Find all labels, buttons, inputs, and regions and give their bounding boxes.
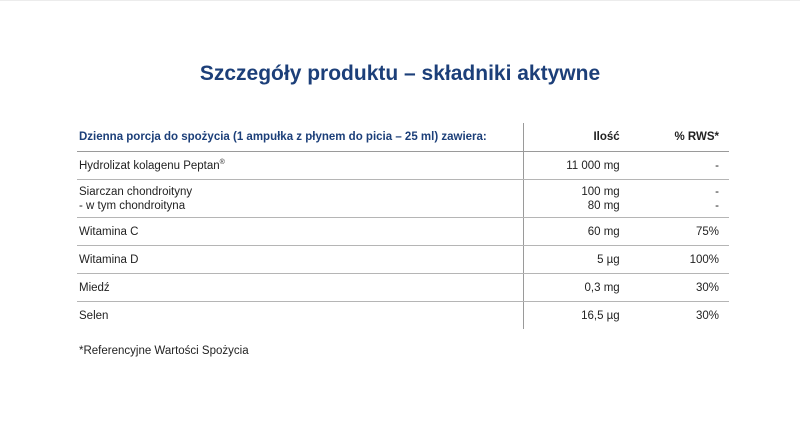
ingredient-rws-line2: - (715, 199, 719, 212)
table-row (77, 302, 729, 330)
ingredient-amount (523, 180, 628, 218)
ingredient-name: Witamina C (77, 218, 523, 246)
ingredient-amount-line2: 80 mg (587, 199, 620, 212)
ingredient-name: Selen (79, 309, 109, 322)
ingredient-name-text: Hydrolizat kolagenu Peptan (79, 159, 220, 172)
ingredient-name-line1: Siarczan chondroityny (79, 185, 193, 198)
ingredient-amount-line1: 100 mg (581, 185, 620, 198)
header-rws: % RWS* (628, 123, 729, 152)
header-ingredient: Dzienna porcja do spożycia (1 ampułka z płynem do picia – 25 ml) zawiera: (77, 123, 523, 152)
ingredient-rws: 100% (628, 246, 729, 274)
page-title: Szczegóły produktu – składniki aktywne (199, 62, 601, 85)
ingredient-amount: 0,3 mg (523, 274, 628, 302)
top-divider (0, 0, 800, 1)
table-row (77, 246, 729, 274)
header-amount: Ilość (523, 123, 628, 152)
ingredient-amount: 16,5 µg (523, 302, 628, 330)
table-header-row (77, 123, 729, 152)
ingredient-rws: 30% (695, 309, 719, 322)
ingredient-name-line2: - w tym chondroityna (79, 199, 186, 212)
ingredient-name (77, 152, 523, 180)
ingredient-name (77, 180, 523, 218)
ingredients-table (77, 123, 729, 329)
ingredient-name: Miedź (77, 274, 523, 302)
table-row (77, 218, 729, 246)
ingredient-rws: 75% (628, 218, 729, 246)
ingredient-rws: 30% (628, 274, 729, 302)
ingredient-name: Witamina D (77, 246, 523, 274)
footnote: *Referencyjne Wartości Spożycia (79, 345, 249, 357)
ingredient-rws-line1: - (715, 185, 719, 198)
ingredient-amount: 11 000 mg (523, 152, 628, 180)
table-row (77, 152, 729, 180)
ingredient-amount: 60 mg (523, 218, 628, 246)
ingredient-rws (628, 180, 729, 218)
ingredient-amount: 5 µg (523, 246, 628, 274)
registered-mark: ® (219, 158, 225, 166)
table-row (77, 274, 729, 302)
table-row (77, 180, 729, 218)
ingredient-rws: - (628, 152, 729, 180)
